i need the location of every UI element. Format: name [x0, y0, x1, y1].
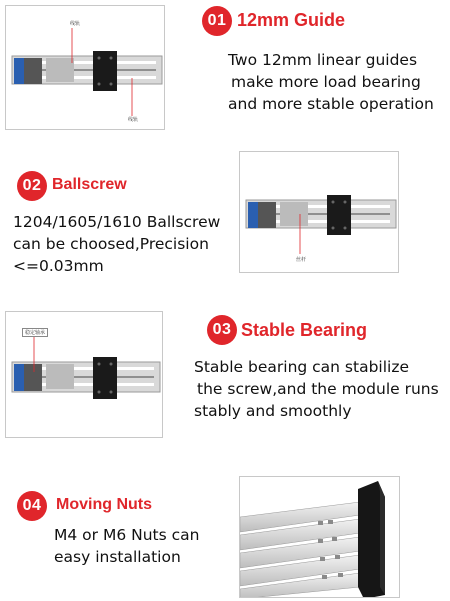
- description-line: stably and smoothly: [194, 402, 352, 420]
- description-line: the screw,and the module runs: [197, 380, 439, 398]
- description-line: and more stable operation: [228, 95, 434, 113]
- ballscrew-photo: [239, 151, 399, 273]
- section-number-badge: 04: [17, 491, 47, 521]
- description-line: 1204/1605/1610 Ballscrew: [13, 213, 221, 231]
- section-number-badge: 01: [202, 6, 232, 36]
- ballscrew-callout: 丝杆: [296, 257, 307, 263]
- description-line: make more load bearing: [231, 73, 421, 91]
- description-line: Stable bearing can stabilize: [194, 358, 410, 376]
- section-title: Ballscrew: [52, 176, 127, 193]
- section-description: [228, 49, 434, 115]
- section-title: 12mm Guide: [237, 10, 346, 30]
- description-line: <=0.03mm: [13, 257, 104, 275]
- section-number-badge: 03: [207, 315, 237, 345]
- description-line: M4 or M6 Nuts can: [54, 526, 200, 544]
- aluminum-profile-illustration: [240, 477, 400, 598]
- guide-photo: [5, 5, 165, 130]
- section-title: Stable Bearing: [241, 320, 368, 340]
- linear-module-illustration: [6, 6, 165, 130]
- section-description: [194, 356, 439, 422]
- linear-module-illustration: [240, 152, 399, 273]
- section-description: [13, 211, 220, 277]
- section-number-badge: 02: [17, 171, 47, 201]
- description-line: Two 12mm linear guides: [228, 51, 418, 69]
- bearing-callout: 稳定轴承: [22, 328, 48, 337]
- rail-callout-bottom: 线轨: [128, 117, 139, 123]
- nuts-photo: [239, 476, 400, 598]
- bearing-photo: [5, 311, 163, 438]
- description-line: can be choosed,Precision: [13, 235, 209, 253]
- description-line: easy installation: [54, 548, 181, 566]
- section-description: [54, 524, 199, 568]
- section-title: Moving Nuts: [56, 496, 152, 513]
- rail-callout-top: 线轨: [70, 21, 81, 27]
